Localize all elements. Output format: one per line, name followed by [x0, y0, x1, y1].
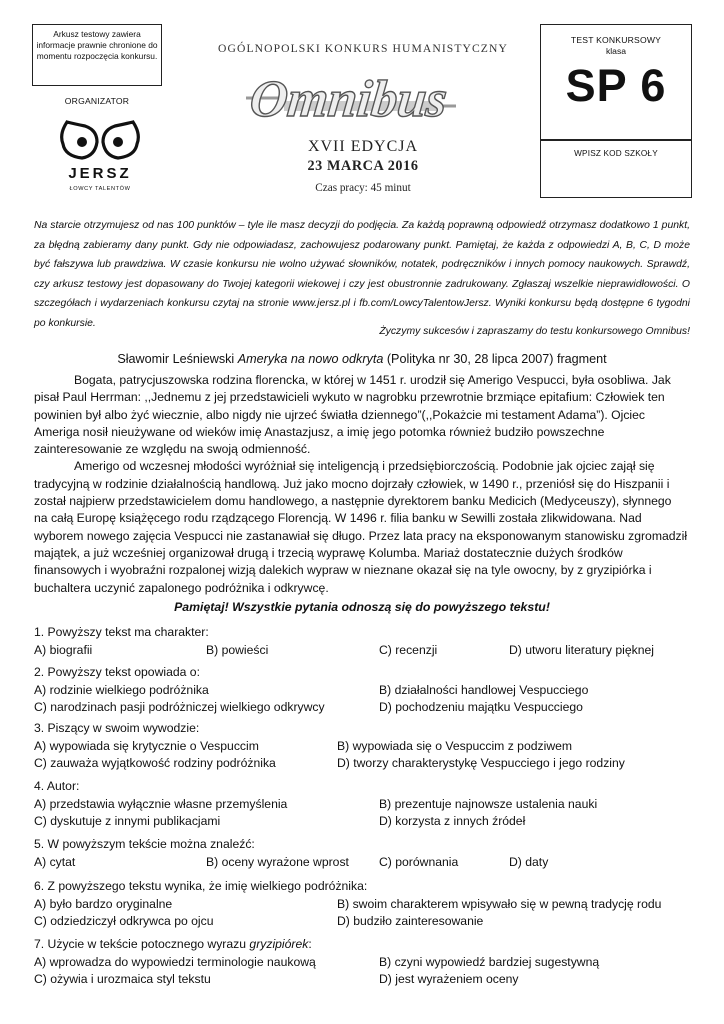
legal-notice-box — [32, 24, 162, 86]
logo-brand: JERSZ — [68, 165, 132, 182]
answer-option[interactable]: B) wypowiada się o Vespuccim z podziwem — [337, 738, 573, 753]
legal-notice-text: Arkusz testowy zawiera informacje prawnie chronione do momentu rozpoczęcia konkursu. — [36, 29, 158, 61]
omnibus-logo-text: Omnibus — [247, 71, 450, 128]
answer-option[interactable]: B) działalności handlowej Vespucciego — [379, 682, 589, 697]
answer-option[interactable]: A) cytat — [34, 854, 76, 869]
question-text: 2. Powyższy tekst opowiada o: — [34, 665, 200, 679]
question-2 — [34, 664, 694, 717]
answer-option[interactable]: C) recenzji — [379, 642, 438, 657]
test-code: SP 6 — [565, 60, 667, 111]
test-label: TEST KONKURSOWY — [570, 35, 662, 45]
school-code-label: WPISZ KOD SZKOŁY — [574, 149, 658, 158]
question-colon: : — [308, 937, 312, 951]
answer-option[interactable]: B) czyni wypowiedź bardziej sugestywną — [379, 954, 600, 969]
article-source-details: (Polityka nr 30, 28 lipca 2007) fragment — [386, 352, 607, 366]
answer-option[interactable]: A) biografii — [34, 642, 93, 657]
answer-option[interactable]: B) oceny wyrażone wprost — [206, 854, 349, 869]
question-text: 5. W powyższym tekście można znaleźć: — [34, 837, 255, 851]
article-source — [34, 352, 690, 366]
owl-eye-left-icon — [77, 137, 87, 147]
question-text: 3. Piszący w swoim wywodzie: — [34, 721, 200, 735]
answer-option[interactable]: B) swoim charakterem wpisywało się w pewną tradycję rodu — [337, 896, 662, 911]
test-code-box — [540, 24, 692, 140]
answer-option[interactable]: D) korzysta z innych źródeł — [379, 814, 526, 829]
question-3 — [34, 720, 694, 773]
answer-option[interactable]: C) odziedziczył odkrywca po ojcu — [34, 914, 214, 929]
answer-option[interactable]: D) daty — [509, 854, 549, 869]
question-text-part: 7. Użycie w tekście potocznego wyrazu — [34, 937, 247, 951]
answer-option[interactable]: C) zauważa wyjątkowość rodziny podróżnika — [34, 756, 276, 771]
answer-option[interactable]: C) dyskutuje z innymi publikacjami — [34, 814, 221, 829]
question-keyword: gryzipiórek — [249, 937, 309, 951]
answer-option[interactable]: D) tworzy charakterystykę Vespucciego i jego rodziny — [337, 756, 625, 771]
class-label: klasa — [605, 46, 627, 56]
question-text: 4. Autor: — [34, 779, 80, 793]
answer-option[interactable]: D) utworu literatury pięknej — [509, 642, 654, 657]
answer-option[interactable]: B) prezentuje najnowsze ustalenia nauki — [379, 796, 598, 811]
question-6 — [34, 878, 694, 931]
answer-option[interactable]: C) porównania — [379, 854, 459, 869]
question-text: 6. Z powyższego tekstu wynika, że imię wielkiego podróżnika: — [34, 879, 368, 893]
answer-option[interactable]: A) było bardzo oryginalne — [34, 896, 173, 911]
jersz-logo — [55, 112, 145, 194]
edition-label: XVII EDYCJA — [307, 138, 419, 155]
question-7 — [34, 936, 694, 989]
answer-option[interactable]: D) pochodzeniu majątku Vespucciego — [379, 700, 583, 715]
article-paragraph: Bogata, patrycjuszowska rodzina florencka, w której w 1451 r. urodził się Amerigo Vespucci, była osobliwa. Jak pisał Paul Herrman: ,,Jednemu z jej przedstawicieli wykuto w nagrobku przewrotnie brzmiące epitafium: Człowiek ten powinien był albo żyć wiecznie, albo nigdy nie ujrzeć światła dziennego”(,,Pokażcie mi testament Adama”). Ojciec Ameriga nosił nieużywane od wieków imię Anastazjusz, a imię jego potomka również budziło powszechne zainteresowanie ze względu na swoją odmienność. — [34, 373, 671, 457]
wishes-text: Życzymy sukcesów i zapraszamy do testu konkursowego Omnibus! — [379, 326, 690, 337]
answer-option[interactable]: C) ożywia i urozmaica styl tekstu — [34, 972, 211, 987]
question-text: 1. Powyższy tekst ma charakter: — [34, 625, 209, 639]
article-title: Ameryka na nowo odkryta — [237, 352, 384, 366]
answer-option[interactable]: A) przedstawia wyłącznie własne przemyślenia — [34, 796, 288, 811]
answer-option[interactable]: A) wypowiada się krytycznie o Vespuccim — [34, 738, 259, 753]
answer-option[interactable]: D) budziło zainteresowanie — [337, 914, 484, 929]
instructions-text: Na starcie otrzymujesz od nas 100 punktów – tyle ile masz decyzji do podjęcia. Za każdą poprawną odpowiedź otrzymasz dodatkowo 1 punkt, za błędną zabieramy dany punkt. Gdy nie odpowiadasz, zachowujesz podarowany punkt. Pamiętaj, że każda z odpowiedzi A, B, C, D może być fałszywa lub prawdziwa. W czasie konkursu nie wolno używać słowników, notatek, podręczników i innych pomocy naukowych. Sprawdź, czy arkusz testowy jest dopasowany do Twojej kategorii wiekowej i czy jest obustronnie zadrukowany. Zgłaszaj wszelkie nieprawidłowości. O szczegółach i wydarzeniach konkursu czytaj na stronie www.jersz.pl i fb.com/LowcyTalentowJersz. Wyniki konkursu będą dostępne 6 tygodni po konkursie. — [34, 220, 690, 329]
question-5 — [34, 836, 694, 871]
answer-option[interactable]: A) rodzinie wielkiego podróżnika — [34, 682, 209, 697]
answer-option[interactable]: D) jest wyrażeniem oceny — [379, 972, 519, 987]
question-1 — [34, 624, 694, 659]
logo-tagline: ŁOWCY TALENTÓW — [69, 186, 131, 192]
article-paragraph: Amerigo od wczesnej młodości wyróżniał się inteligencją i przedsiębiorczością. Podobnie jak ojciec zajął się tradycyjną w rodzinie działalnością handlową. Już jako mocno dojrzały człowiek, w 1490 r., przeniósł się do Hiszpanii i został najpierw przedstawicielem domu handlowego, a następnie dyrektorem banku Medicich (Medyceuszy), słynnego na całą Europę książęcego rodu rządzącego Florencją. W 1496 r. filia banku w Sewilli została zlikwidowana. Nad wyborem nowego zajęcia Vespucci nie zastanawiał się długo. Przez lata pracy na eksponowanym stanowisku zgromadził majątek, a już wcześniej organizował drugą i trzecią wyprawę Kolumba. Mariaż dostatecznie dużych środków finansowych i wyobraźni rozpalonej wizją dalekich wypraw w nieznane okazał się na tyle owocny, by z gryzipiórka i buchaltera uczynić zapalonego podróżnika i odkrywcę. — [34, 459, 688, 595]
remember-note: Pamiętaj! Wszystkie pytania odnoszą się do powyższego tekstu! — [174, 600, 550, 614]
question-text — [34, 936, 694, 954]
omnibus-logo — [244, 66, 458, 136]
answer-option[interactable]: C) narodzinach pasji podróżniczej wielkiego odkrywcy — [34, 700, 325, 715]
owl-eye-right-icon — [113, 137, 123, 147]
question-4 — [34, 778, 694, 831]
school-code-box[interactable] — [540, 140, 692, 198]
article-body — [34, 372, 688, 597]
contest-date: 23 MARCA 2016 — [307, 158, 419, 174]
organizer-label: ORGANIZATOR — [64, 96, 130, 106]
answer-option[interactable]: A) wprowadza do wypowiedzi terminologie naukową — [34, 954, 316, 969]
article-author: Sławomir Leśniewski — [117, 352, 235, 366]
work-time: Czas pracy: 45 minut — [315, 182, 411, 194]
answer-option[interactable]: B) powieści — [206, 642, 269, 657]
contest-title: OGÓLNOPOLSKI KONKURS HUMANISTYCZNY — [218, 42, 508, 55]
